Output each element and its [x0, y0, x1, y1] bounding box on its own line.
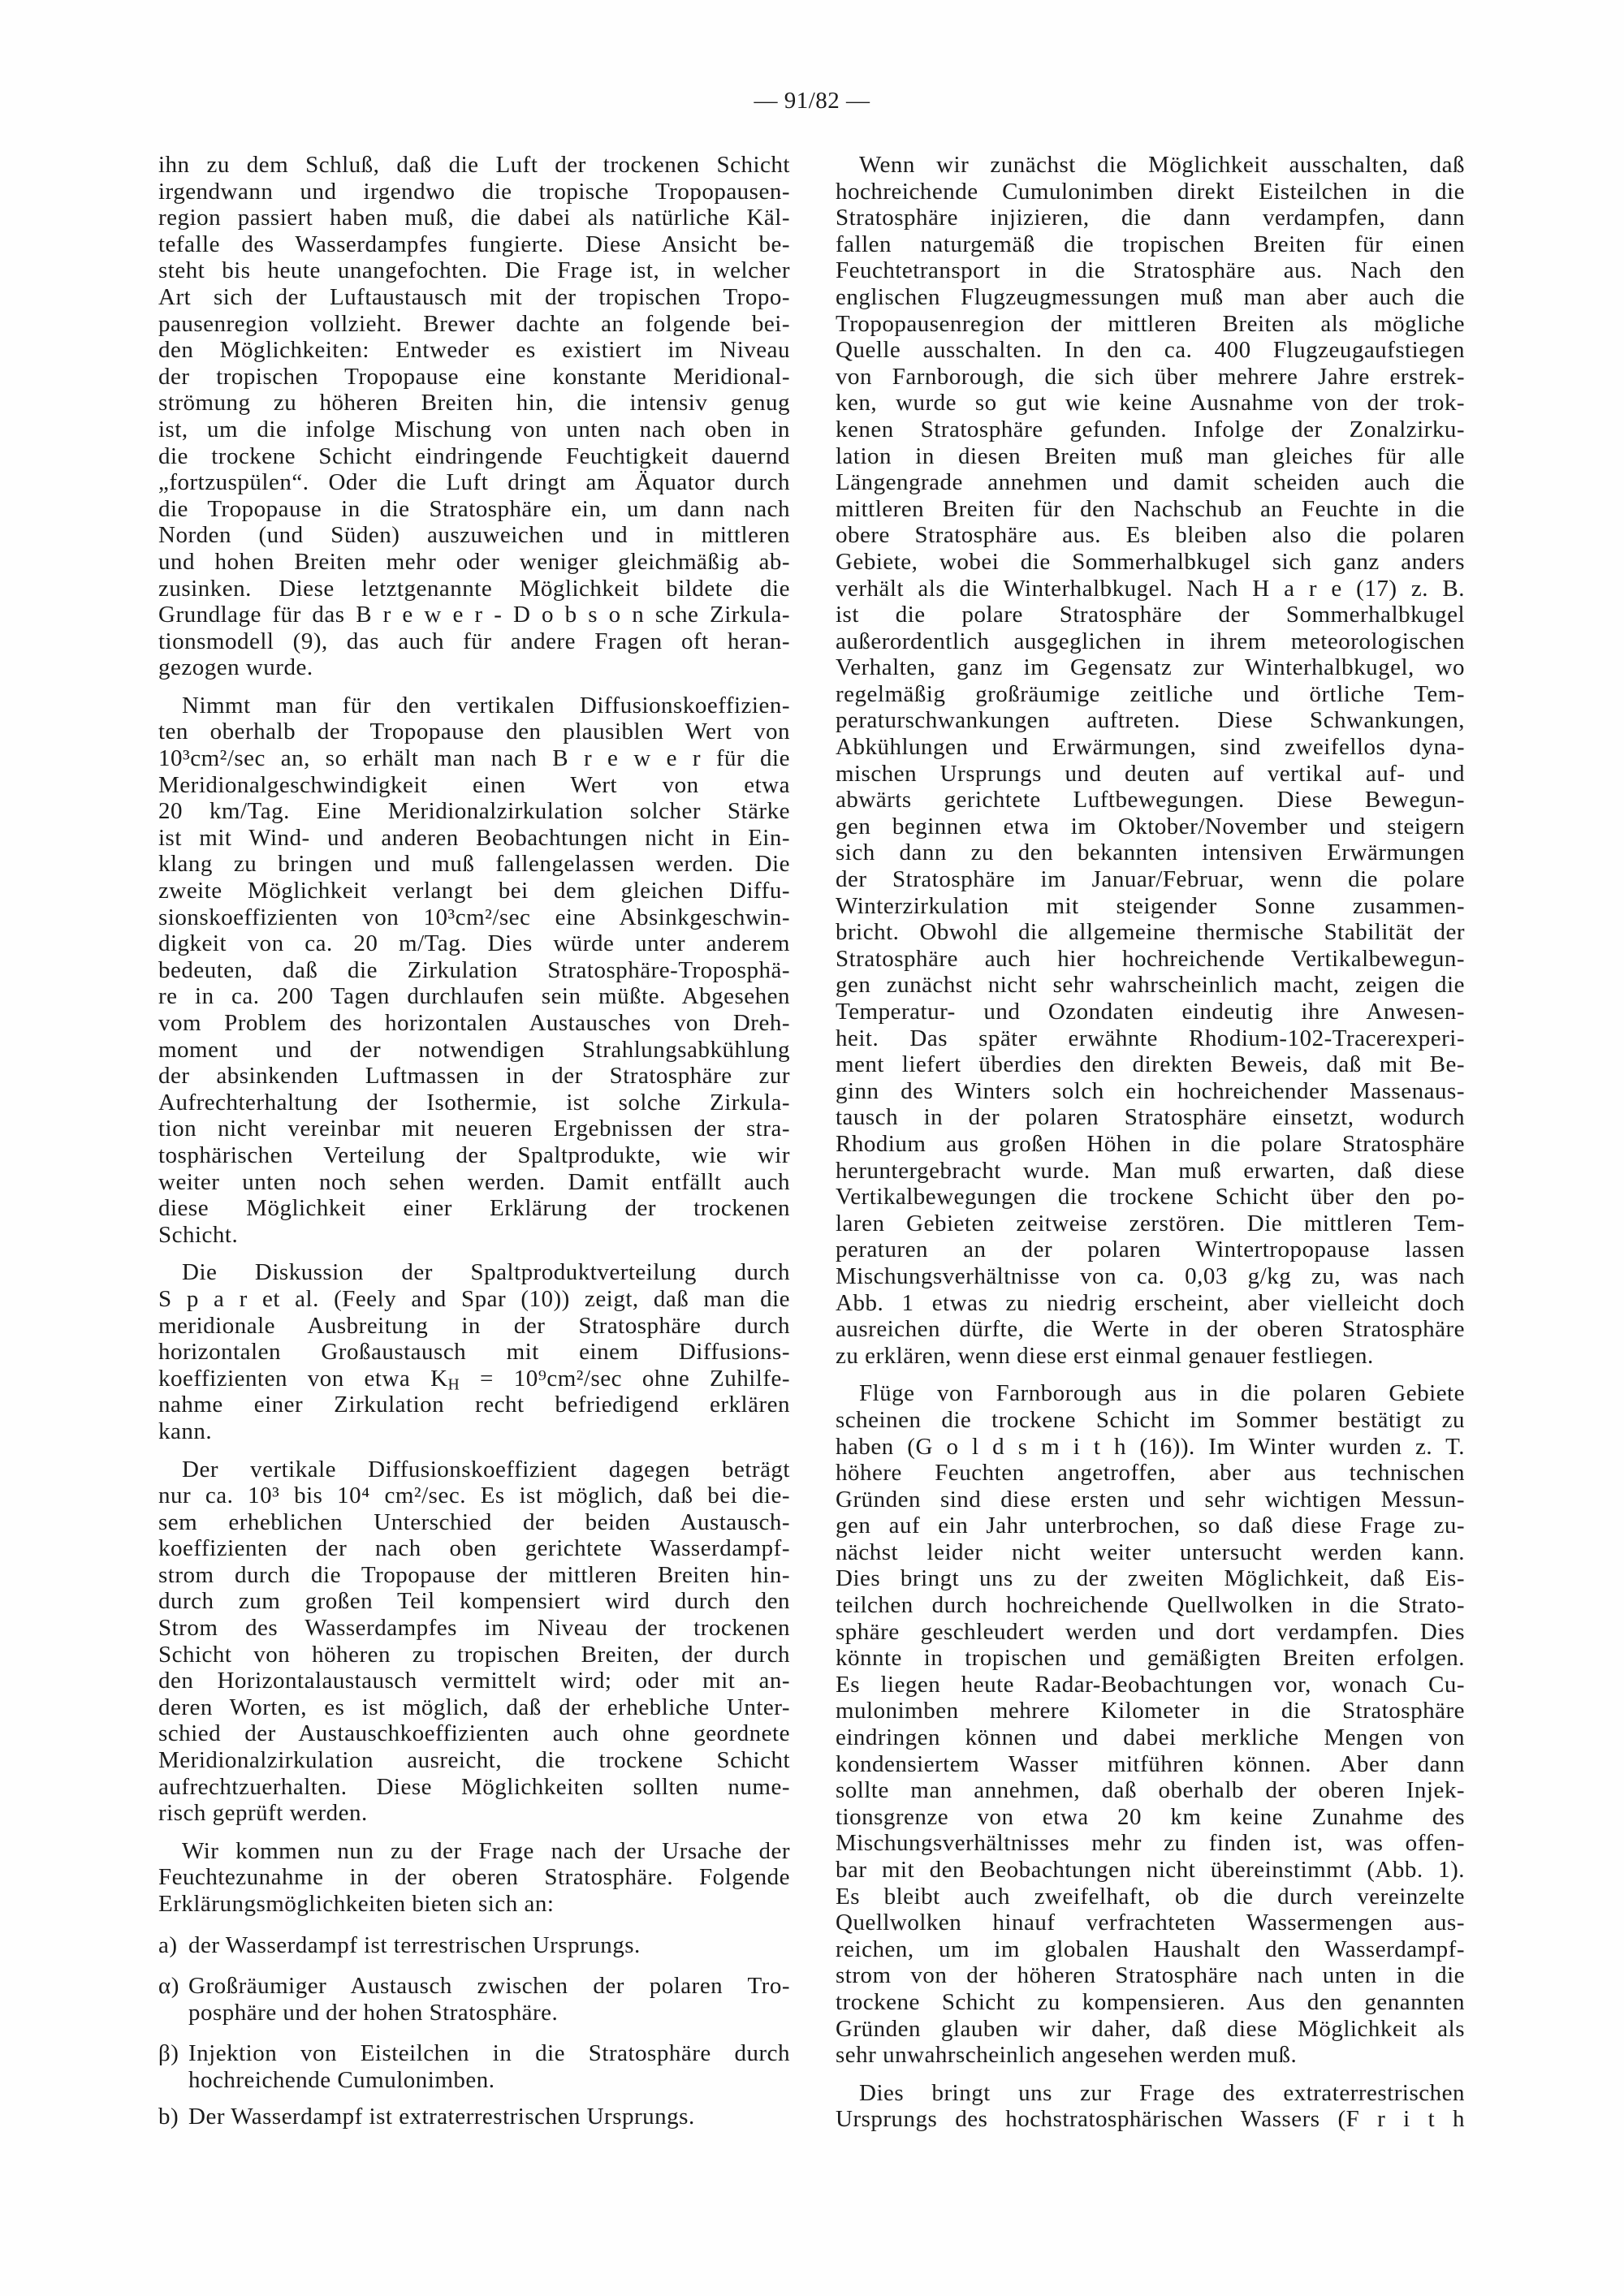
paragraph	[158, 152, 790, 681]
text-line: Feuchtezunahme in der oberen Stratosphäre. Folgende	[158, 1864, 790, 1891]
text-line: Injektion von Eisteilchen in die Stratosphäre durch	[188, 2040, 790, 2067]
text-line: Dies bringt uns zur Frage des extraterrestrischen	[859, 2079, 1465, 2106]
text-line: Wenn wir zunächst die Möglichkeit ausschalten, daß	[859, 152, 1465, 178]
list-item-label: α)	[158, 1973, 179, 2000]
text-line: tion nicht vereinbar mit neueren Ergebnissen der stra-	[158, 1116, 790, 1142]
text-line: mischen Ursprungs und deuten auf vertikal auf- und	[836, 760, 1465, 787]
text-line: Es bleibt auch zweifelhaft, ob die durch vereinzelte	[836, 1883, 1465, 1910]
text-line: „fortzuspülen“. Oder die Luft dringt am Äquator durch	[158, 469, 790, 496]
text-line: gen beginnen etwa im Oktober/November und steigern	[836, 813, 1465, 839]
list-item-text	[188, 2104, 790, 2130]
text-line: und hohen Breiten mehr oder weniger gleichmäßig ab-	[158, 548, 790, 575]
text-line: außerordentlich ausgeglichen in ihrem meteorologischen	[836, 628, 1465, 654]
text-line: Mischungsverhältnisse von ca. 0,03 g/kg zu, was nach	[836, 1262, 1465, 1289]
text-line: zusinken. Diese letztgenannte Möglichkeit bildete die	[158, 575, 790, 602]
text-line: kondensiertem Wasser mitführen können. Aber dann	[836, 1750, 1465, 1777]
list-item-text	[188, 1932, 790, 1959]
text-line: Es liegen heute Radar-Beobachtungen vor, wonach Cu-	[836, 1671, 1465, 1698]
text-line: scheinen die trockene Schicht im Sommer bestätigt zu	[836, 1406, 1465, 1433]
text-line: könnte in tropischen und gemäßigten Breiten erfolgen.	[836, 1645, 1465, 1672]
text-line: nur ca. 10³ bis 10⁴ cm²/sec. Es ist möglich, daß bei die-	[158, 1482, 790, 1509]
text-line: Feuchtetransport in die Stratosphäre aus. Nach den	[836, 257, 1465, 284]
text-line: Meridionalzirkulation ausreicht, die trockene Schicht	[158, 1747, 790, 1774]
text-line: deren Worten, es ist möglich, daß der erhebliche Unter-	[158, 1694, 790, 1720]
text-line: Abkühlungen und Erwärmungen, sind zweifellos dyna-	[836, 734, 1465, 761]
text-line: sem erheblichen Unterschied der beiden Austausch-	[158, 1508, 790, 1535]
text-line: ginn des Winters solch ein hochreichender Massenaus-	[836, 1077, 1465, 1104]
text-line: Nimmt man für den vertikalen Diffusionskoeffizien-	[182, 692, 790, 719]
list-item-label: β)	[158, 2040, 179, 2067]
text-line: die Tropopause in die Stratosphäre ein, um dann nach	[158, 495, 790, 522]
text-line: tionsgrenze von etwa 20 km keine Zunahme des	[836, 1803, 1465, 1830]
text-line: sich dann zu den bekannten intensiven Erwärmungen	[836, 839, 1465, 866]
text-line: peraturen an der polaren Wintertropopause lassen	[836, 1236, 1465, 1263]
text-line: Aufrechterhaltung der Isothermie, ist solche Zirkula-	[158, 1089, 790, 1116]
text-line: eindringen können und dabei merkliche Mengen von	[836, 1724, 1465, 1751]
text-line: Großräumiger Austausch zwischen der polaren Tro-	[188, 1973, 790, 2000]
text-line: Art sich der Luftaustausch mit der tropischen Tropo-	[158, 283, 790, 310]
text-line: tionsmodell (9), das auch für andere Fragen oft heran-	[158, 628, 790, 654]
paragraph	[158, 1838, 790, 1918]
paragraph	[836, 1380, 1465, 2068]
text-segment: koeffizienten von etwa K	[158, 1365, 448, 1392]
text-line: bricht. Obwohl die allgemeine thermische Stabilität der	[836, 919, 1465, 946]
text-line: Mischungsverhältnisses mehr zu finden ist, was offen-	[836, 1830, 1465, 1857]
list-item	[158, 2040, 790, 2093]
text-line: hochreichende Cumulonimben direkt Eisteilchen in die	[836, 178, 1465, 205]
text-line: digkeit von ca. 20 m/Tag. Dies würde unter anderem	[158, 930, 790, 957]
text-line: 10³cm²/sec an, so erhält man nach B r e w e r für die	[158, 745, 790, 772]
text-line: S p a r et al. (Feely and Spar (10)) zeigt, daß man die	[158, 1285, 790, 1312]
text-line: ist mit Wind- und anderen Beobachtungen nicht in Ein-	[158, 824, 790, 851]
list-item-text	[188, 1973, 790, 2026]
text-line: ist, um die infolge Mischung von unten nach oben in	[158, 416, 790, 442]
text-line: Strom des Wasserdampfes im Niveau der trockenen	[158, 1615, 790, 1642]
text-line: Quellwolken hinauf verfrachteten Wassermengen aus-	[836, 1910, 1465, 1936]
text-line: koeffizienten der nach oben gerichtete Wasserdampf-	[158, 1535, 790, 1562]
subscript-text: H	[447, 1375, 460, 1392]
text-line: tefalle des Wasserdampfes fungierte. Diese Ansicht be-	[158, 231, 790, 257]
text-line: Temperatur- und Ozondaten eindeutig ihre Anwesen-	[836, 999, 1465, 1025]
list-item	[158, 2104, 790, 2130]
text-line: 20 km/Tag. Eine Meridionalzirkulation solcher Stärke	[158, 798, 790, 825]
list-item-label: b)	[158, 2103, 179, 2130]
text-line: sionskoeffizienten von 10³cm²/sec eine Absinkgeschwin-	[158, 904, 790, 930]
text-line: pausenregion vollzieht. Brewer dachte an folgende bei-	[158, 310, 790, 337]
text-line: weiter unten noch sehen werden. Damit entfällt auch	[158, 1168, 790, 1195]
left-text-column	[158, 152, 790, 2130]
text-line: Schicht von höheren zu tropischen Breiten, der durch	[158, 1641, 790, 1668]
text-line: der Stratosphäre im Januar/Februar, wenn die polare	[836, 866, 1465, 893]
text-line: verhält als die Winterhalbkugel. Nach H a r e (17) z. B.	[836, 575, 1465, 602]
text-line: region passiert haben muß, die dabei als natürliche Käl-	[158, 205, 790, 231]
text-line: obere Stratosphäre aus. Es bleiben also die polaren	[836, 522, 1465, 549]
text-line: abwärts gerichtete Luftbewegungen. Diese Bewegun-	[836, 787, 1465, 814]
text-line: Der Wasserdampf ist extraterrestrischen Ursprungs.	[188, 2103, 695, 2130]
text-line: reichen, um im globalen Haushalt den Wasserdampf-	[836, 1936, 1465, 1962]
text-line: ment liefert überdies den direkten Beweis, daß mit Be-	[836, 1051, 1465, 1078]
paragraph	[158, 693, 790, 1248]
text-line: lation in diesen Breiten muß man gleiches für alle	[836, 442, 1465, 469]
list-item	[158, 1973, 790, 2026]
text-line: ausreichen dürfte, die Werte in der oberen Stratosphäre	[836, 1316, 1465, 1343]
text-line: Stratosphäre injizieren, die dann verdampfen, dann	[836, 205, 1465, 231]
text-line: Vertikalbewegungen die trockene Schicht über den po-	[836, 1184, 1465, 1211]
text-line: gen zunächst nicht sehr wahrscheinlich macht, zeigen die	[836, 972, 1465, 999]
text-line: Meridionalgeschwindigkeit einen Wert von etwa	[158, 771, 790, 798]
text-line: ist die polare Stratosphäre der Sommerhalbkugel	[836, 602, 1465, 628]
text-line: die trockene Schicht eindringende Feuchtigkeit dauernd	[158, 442, 790, 469]
text-line: Die Diskussion der Spaltproduktverteilung durch	[182, 1259, 790, 1286]
text-line: tausch in der polaren Stratosphäre einsetzt, wodurch	[836, 1104, 1465, 1131]
text-line: Norden (und Süden) auszuweichen und in mittleren	[158, 522, 790, 549]
list-item-label: a)	[158, 1931, 178, 1958]
text-line: sehr unwahrscheinlich angesehen werden muß.	[836, 2042, 1298, 2069]
text-line: Erklärungsmöglichkeiten bieten sich an:	[158, 1891, 555, 1917]
text-line: Abb. 1 etwas zu niedrig erscheint, aber vielleicht doch	[836, 1289, 1465, 1316]
text-line: ihn zu dem Schluß, daß die Luft der trockenen Schicht	[158, 152, 790, 178]
text-line: heit. Das später erwähnte Rhodium-102-Tracerexperi-	[836, 1025, 1465, 1051]
text-line: laren Gebieten zeitweise zerstören. Die mittleren Tem-	[836, 1210, 1465, 1236]
text-line: den Horizontalaustausch vermittelt wird; oder mit an-	[158, 1668, 790, 1694]
text-line: schied der Austauschkoeffizienten auch ohne geordnete	[158, 1720, 790, 1747]
text-line: Stratosphäre auch hier hochreichende Vertikalbewegun-	[836, 945, 1465, 972]
text-line: sphäre geschleudert werden und dort verdampfen. Dies	[836, 1618, 1465, 1645]
text-line: gen auf ein Jahr unterbrochen, so daß diese Frage zu-	[836, 1513, 1465, 1539]
text-line: posphäre und der hohen Stratosphäre.	[188, 1999, 559, 2026]
text-line: Quelle ausschalten. In den ca. 400 Flugzeugaufstiegen	[836, 337, 1465, 364]
text-line: steht bis heute unangefochten. Die Frage ist, in welcher	[158, 257, 790, 284]
text-line: Wir kommen nun zu der Frage nach der Ursache der	[182, 1837, 790, 1864]
text-line: zweite Möglichkeit verlangt bei dem gleichen Diffu-	[158, 878, 790, 904]
text-line: Tropopausenregion der mittleren Breiten als mögliche	[836, 310, 1465, 337]
text-line: regelmäßig großräumige zeitliche und örtliche Tem-	[836, 680, 1465, 707]
text-line: Rhodium aus großen Höhen in die polare Stratosphäre	[836, 1130, 1465, 1157]
text-line: der absinkenden Luftmassen in der Stratosphäre zur	[158, 1063, 790, 1090]
text-line: englischen Flugzeugmessungen muß man aber auch die	[836, 283, 1465, 310]
list-item-text	[188, 2040, 790, 2093]
text-line: Dies bringt uns zu der zweiten Möglichkeit, daß Eis-	[836, 1565, 1465, 1592]
text-line: bedeuten, daß die Zirkulation Stratosphäre-Troposphä-	[158, 956, 790, 983]
text-line: ten oberhalb der Tropopause den plausiblen Wert von	[158, 719, 790, 745]
text-line: diese Möglichkeit einer Erklärung der trockenen	[158, 1195, 790, 1222]
text-line: der tropischen Tropopause eine konstante Meridional-	[158, 363, 790, 390]
text-line: nächst leider nicht weiter untersucht werden kann.	[836, 1539, 1465, 1565]
text-line: heruntergebracht wurde. Man muß erwarten, daß diese	[836, 1157, 1465, 1184]
right-text-column	[836, 152, 1465, 2144]
text-line: sollte man annehmen, daß oberhalb der oberen Injek-	[836, 1777, 1465, 1804]
text-line: aufrechtzuerhalten. Diese Möglichkeiten sollten nume-	[158, 1773, 790, 1800]
text-line: strom von der höheren Stratosphäre nach unten in die	[836, 1962, 1465, 1989]
list-item	[158, 1932, 790, 1959]
page-number-header: — 91/82 —	[754, 88, 870, 114]
text-line: mulonimben mehrere Kilometer in die Stratosphäre	[836, 1698, 1465, 1724]
text-line: re in ca. 200 Tagen durchlaufen sein müßte. Abgesehen	[158, 983, 790, 1010]
text-line: ken, wurde so gut wie keine Ausnahme von der trok-	[836, 390, 1465, 416]
text-line: tosphärischen Verteilung der Spaltprodukte, wie wir	[158, 1142, 790, 1168]
text-line: meridionale Ausbreitung in der Stratosphäre durch	[158, 1312, 790, 1339]
text-line: haben (G o l d s m i t h (16)). Im Winter wurden z. T.	[836, 1433, 1465, 1460]
text-line: moment und der notwendigen Strahlungsabkühlung	[158, 1036, 790, 1063]
text-line: fallen naturgemäß die tropischen Breiten für einen	[836, 231, 1465, 257]
text-line: durch zum großen Teil kompensiert wird durch den	[158, 1588, 790, 1615]
text-line: mittleren Breiten für den Nachschub an Feuchte in die	[836, 495, 1465, 522]
paragraph	[836, 2080, 1465, 2133]
paragraph	[158, 1259, 790, 1444]
text-line: Gründen sind diese ersten und sehr wichtigen Messun-	[836, 1486, 1465, 1513]
text-line: Der vertikale Diffusionskoeffizient dagegen beträgt	[182, 1456, 790, 1482]
text-line: zu erklären, wenn diese erst einmal genauer festliegen.	[836, 1342, 1374, 1369]
text-line: Flüge von Farnborough aus in die polaren Gebiete	[859, 1380, 1465, 1407]
paragraph	[836, 152, 1465, 1369]
text-line: Gebiete, wobei die Sommerhalbkugel sich ganz anders	[836, 548, 1465, 575]
paragraph	[158, 1457, 790, 1827]
text-line: Längengrade annehmen und damit scheiden auch die	[836, 469, 1465, 496]
text-line: irgendwann und irgendwo die tropische Tropopausen-	[158, 178, 790, 205]
text-line: Verhalten, ganz im Gegensatz zur Winterhalbkugel, wo	[836, 654, 1465, 681]
text-line: trockene Schicht zu kompensieren. Aus den genannten	[836, 1988, 1465, 2015]
text-line: Gründen glauben wir daher, daß diese Möglichkeit als	[836, 2015, 1465, 2042]
text-line: Grundlage für das B r e w e r - D o b s o n sche Zirkula-	[158, 602, 790, 628]
enumerated-list	[158, 1932, 790, 2130]
text-line: kann.	[158, 1418, 213, 1444]
text-line: Schicht.	[158, 1221, 239, 1248]
text-segment: = 10⁹cm²/sec ohne Zuhilfe-	[460, 1365, 790, 1392]
text-line: peraturschwankungen auftreten. Diese Schwankungen,	[836, 707, 1465, 734]
text-line: kenen Stratosphäre gefunden. Infolge der Zonalzirku-	[836, 416, 1465, 442]
text-line: vom Problem des horizontalen Austausches von Dreh-	[158, 1010, 790, 1036]
text-line: teilchen durch hochreichende Quellwolken in die Strato-	[836, 1592, 1465, 1619]
text-line: höhere Feuchten angetroffen, aber aus technischen	[836, 1460, 1465, 1487]
text-line: gezogen wurde.	[158, 654, 313, 681]
text-line: strömung zu höheren Breiten hin, die intensiv genug	[158, 390, 790, 416]
text-line: bar mit den Beobachtungen nicht übereinstimmt (Abb. 1).	[836, 1857, 1465, 1883]
text-line: risch geprüft werden.	[158, 1800, 368, 1827]
text-line: Winterzirkulation mit steigender Sonne zusammen-	[836, 892, 1465, 919]
text-line: Ursprungs des hochstratosphärischen Wassers (F r i t h	[836, 2106, 1465, 2133]
text-line: hochreichende Cumulonimben.	[188, 2066, 495, 2093]
text-line	[158, 1366, 790, 1392]
text-line: nahme einer Zirkulation recht befriedigend erklären	[158, 1392, 790, 1418]
text-line: von Farnborough, die sich über mehrere Jahre erstrek-	[836, 363, 1465, 390]
text-line: den Möglichkeiten: Entweder es existiert im Niveau	[158, 337, 790, 364]
text-line: strom durch die Tropopause der mittleren Breiten hin-	[158, 1561, 790, 1588]
text-line: der Wasserdampf ist terrestrischen Ursprungs.	[188, 1931, 641, 1958]
text-line: horizontalen Großaustausch mit einem Diffusions-	[158, 1339, 790, 1366]
text-line: klang zu bringen und muß fallengelassen werden. Die	[158, 851, 790, 878]
